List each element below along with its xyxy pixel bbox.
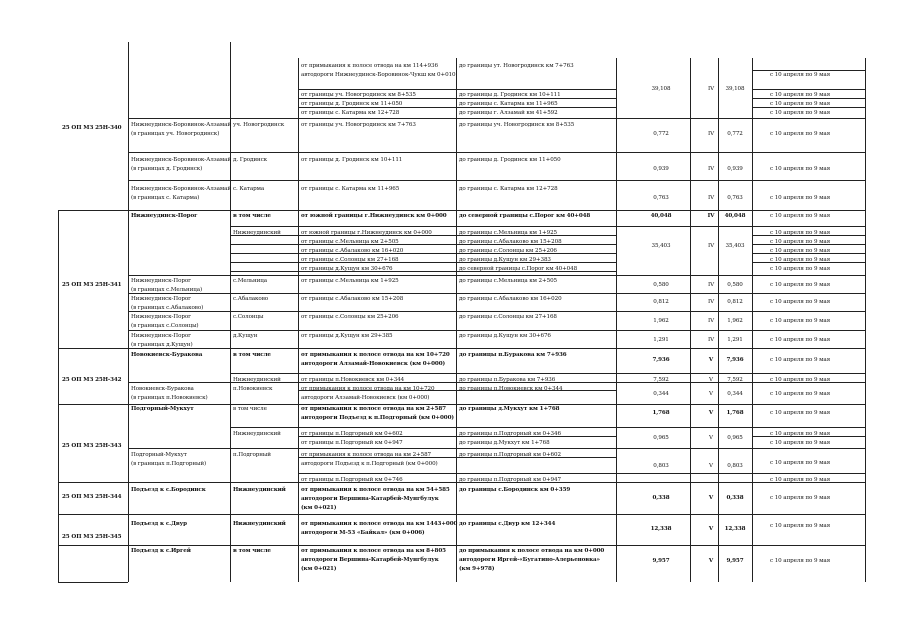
text-cell: до границы п.Буракова км 7+936 [459,352,567,358]
text-cell: до границы уч. Новогродинск км 8+535 [459,122,575,128]
grid-line [456,58,457,582]
value-cell: V [708,495,714,501]
text-cell: автодороги Вершина-Катарбей-Мунгбулук [301,557,439,563]
grid-line [128,311,865,312]
value-cell: 0,812 [653,299,669,305]
text-cell: автодороги Подъезд к п.Подгорный (км 0+000) [301,415,454,421]
text-cell: до границы д. Гродинск км 11+050 [459,157,561,163]
road-code: 25 ОП МЗ 25Н-344 [62,494,122,500]
text-cell: п.Новокиевск [233,386,273,392]
text-cell: Нижнеудинский [233,487,286,493]
value-cell: IV [707,86,715,92]
period-cell: с 10 апреля по 9 мая [770,357,831,363]
text-cell: д. Гродинск [233,157,268,163]
grid-line [298,89,616,90]
text-cell: Подъезд к с.Иргей [131,548,191,554]
period-cell: с 10 апреля по 9 мая [770,431,831,437]
value-cell: V [708,410,714,416]
value-cell: V [708,558,714,564]
value-cell: 1,291 [727,337,743,343]
value-cell: 0,338 [652,495,670,501]
text-cell: от границы с.Абалаково км 15+208 [301,296,404,302]
text-cell: от южной границы г.Нижнеудинск км 0+000 [301,213,447,219]
period-cell: с 10 апреля по 9 мая [770,92,831,98]
grid-line [298,58,299,582]
grid-line [128,180,865,181]
grid-line [128,448,865,449]
text-cell: до границы с.Бородинск км 0+359 [459,487,571,493]
text-cell: (км 0+021) [301,566,337,572]
value-cell: 0,580 [653,282,669,288]
text-cell: Подгорный-Мукхут [131,406,194,412]
text-cell: до границы д.Мукхут км 1+768 [459,440,550,446]
text-cell: с.Солонцы [233,314,264,320]
value-cell: 35,403 [725,243,745,249]
text-cell: от примыкания к полосе отвода на км 114+936 [301,63,438,69]
grid-line [128,330,865,331]
text-cell: до границы д.Кущун км 30+676 [459,333,551,339]
text-cell: с.Мельница [233,278,267,284]
text-cell: до северной границы с.Порог км 40+048 [459,213,591,219]
text-cell: с.Абалаково [233,296,269,302]
text-cell: от границы уч. Новогродинск км 8+535 [301,92,416,98]
text-cell: (км 9+978) [459,566,495,572]
value-cell: IV [707,318,715,324]
text-cell: Подгорный-Мукхут [131,452,187,458]
value-cell: IV [707,282,715,288]
value-cell: 7,592 [727,377,743,383]
text-cell: (в границах с.Абалаково) [131,305,204,311]
text-cell: Нижнеудинский [233,377,281,383]
text-cell: Новокиевск-Буракова [131,386,194,392]
text-cell: до границы ут. Новогродинск км 7+763 [459,63,574,69]
period-cell: с 10 апреля по 9 мая [770,230,831,236]
text-cell: уч. Новогродинск [233,122,285,128]
value-cell: 0,338 [726,495,744,501]
value-cell: IV [707,243,715,249]
period-cell: с 10 апреля по 9 мая [770,195,831,201]
grid-line [58,514,128,515]
text-cell: от границы д. Гродинск км 10+111 [301,157,403,163]
text-cell: автодороги Алзамай-Новокиевск (км 0+000) [301,395,430,401]
value-cell: V [709,377,713,383]
text-cell: Нижнеудинск-Порог [131,213,198,219]
period-cell: с 10 апреля по 9 мая [770,166,831,172]
value-cell: 0,939 [653,166,669,172]
value-cell: 0,965 [653,435,669,441]
text-cell: до границы с. Катарма км 12+728 [459,186,558,192]
period-cell: с 10 апреля по 9 мая [770,101,831,107]
value-cell: V [709,435,713,441]
period-cell: с 10 апреля по 9 мая [770,337,831,343]
text-cell: от границы д.Кущун км 30+676 [301,266,393,272]
text-cell: (в границах с. Катарма) [131,195,200,201]
value-cell: 0,803 [727,463,743,469]
period-cell: с 10 апреля по 9 мая [770,495,831,501]
text-cell: до границы п.Буракова км 7+936 [459,377,556,383]
text-cell: до границы п.Новокиевск км 0+344 [459,386,563,392]
value-cell: 39,108 [651,86,671,92]
text-cell: от границы п.Подгорный км 0+602 [301,431,403,437]
value-cell: 40,048 [724,213,746,219]
value-cell: 9,957 [652,558,670,564]
text-cell: (в границах уч. Новогродинск) [131,131,220,137]
grid-line [752,89,865,90]
text-cell: до границы д.Мукхут км 1+768 [459,406,560,412]
period-cell: с 10 апреля по 9 мая [770,72,831,78]
period-cell: с 10 апреля по 9 мая [770,377,831,383]
text-cell: автодороги М-53 «Байкал» (км 0+006) [301,530,425,536]
value-cell: 0,965 [727,435,743,441]
value-cell: 1,962 [727,318,743,324]
value-cell: V [708,526,714,532]
grid-line [230,427,865,428]
text-cell: (км 0+021) [301,505,337,511]
text-cell: Подъезд к с.Двур [131,521,187,527]
value-cell: 1,768 [726,410,744,416]
text-cell: от границы п.Новокиевск км 0+344 [301,377,405,383]
text-cell: до границы с.Абалаково км 15+208 [459,239,562,245]
period-cell: с 10 апреля по 9 мая [770,299,831,305]
text-cell: до границы п.Подгорный км 0+346 [459,431,561,437]
value-cell: 0,772 [653,131,669,137]
text-cell: в том числе [233,352,271,358]
text-cell: Нижнеудинский [233,431,281,437]
text-cell: до границы с.Мельница км 2+505 [459,278,557,284]
period-cell: с 10 апреля по 9 мая [770,440,831,446]
value-cell: 0,939 [727,166,743,172]
grid-line [230,262,616,263]
period-cell: с 10 апреля по 9 мая [770,460,831,466]
text-cell: от примыкания к полосе отвода на км 8+805 [301,548,446,554]
grid-line [58,582,128,583]
text-cell: автодороги Подъезд к п.Подгорный (км 0+000) [301,461,438,467]
grid-line [718,58,719,582]
road-code: 25 ОП МЗ 25Н-345 [62,534,122,540]
text-cell: (в границах п.Новокиевск) [131,395,208,401]
period-cell: с 10 апреля по 9 мая [770,282,831,288]
text-cell: от границы с. Катарма км 12+728 [301,110,400,116]
value-cell: 1,768 [652,410,670,416]
value-cell: 1,291 [653,337,669,343]
period-cell: с 10 апреля по 9 мая [770,239,831,245]
text-cell: Нижнеудинск-Боровинок-Алзамай [131,186,231,192]
value-cell: 0,344 [653,391,669,397]
value-cell: 0,763 [653,195,669,201]
grid-line [230,226,616,227]
value-cell: IV [707,213,715,219]
text-cell: Нижнеудинск-Боровинок-Алзамай [131,122,231,128]
grid-line [690,58,691,582]
grid-line [128,404,865,405]
text-cell: Подъезд к с.Бородинск [131,487,206,493]
grid-line [752,70,865,71]
grid-line [128,42,129,582]
text-cell: автодороги Нижнеудинск-Боровинок-Чукш км 0+010 [301,72,456,78]
text-cell: от примыкания к полосе отвода на км 10+720 [301,386,435,392]
text-cell: п.Подгорный [233,452,271,458]
text-cell: Нижнеудинск-Порог [131,278,191,284]
text-cell: до границы с.Мельница км 1+925 [459,230,557,236]
period-cell: с 10 апреля по 9 мая [770,248,831,254]
road-code: 25 ОП МЗ 25Н-342 [62,377,122,383]
period-cell: с 10 апреля по 9 мая [770,257,831,263]
value-cell: 0,763 [727,195,743,201]
grid-line [230,253,616,254]
text-cell: автодороги Алзамай-Новокиевск (км 0+000) [301,361,446,367]
text-cell: Нижнеудинский [233,521,286,527]
text-cell: от границы с.Абалаково км 16+020 [301,248,404,254]
text-cell: Нижнеудинск-Порог [131,296,191,302]
value-cell: IV [707,337,715,343]
value-cell: V [709,391,713,397]
grid-line [58,210,59,582]
grid-line [616,473,752,474]
text-cell: (в границах д.Кущун) [131,342,193,348]
value-cell: 7,592 [653,377,669,383]
text-cell: от границы д.Кущун км 29+385 [301,333,393,339]
value-cell: 0,772 [727,131,743,137]
text-cell: до границы п.Подгорный км 0+602 [459,452,561,458]
value-cell: 7,936 [726,357,744,363]
value-cell: 40,048 [650,213,672,219]
value-cell: 35,403 [651,243,671,249]
text-cell: Нижнеудинск-Порог [131,333,191,339]
value-cell: 0,580 [727,282,743,288]
text-cell: Нижнеудинск-Боровинок-Алзамай [131,157,231,163]
value-cell: 9,957 [726,558,744,564]
road-code: 25 ОП МЗ 25Н-341 [62,282,122,288]
grid-line [128,545,865,546]
text-cell: от границы с. Катарма км 11+965 [301,186,400,192]
text-cell: от примыкания к полосе отвода на км 2+587 [301,406,446,412]
road-code: 25 ОП МЗ 25Н-340 [62,125,122,131]
text-cell: от примыкания к полосе отвода на км 2+587 [301,452,432,458]
value-cell: 0,803 [653,463,669,469]
text-cell: от границы с.Мельница км 1+925 [301,278,399,284]
grid-line [128,514,865,515]
grid-line [58,545,128,546]
text-cell: до границы с.Солонцы км 25+206 [459,248,557,254]
text-cell: до границы д.Кущун км 29+383 [459,257,551,263]
value-cell: IV [707,166,715,172]
text-cell: в том числе [233,213,271,219]
period-cell: с 10 апреля по 9 мая [770,110,831,116]
text-cell: от границы с.Мельница км 2+505 [301,239,399,245]
text-cell: Новокиевск-Буракова [131,352,203,358]
grid-line [616,226,865,227]
text-cell: с. Катарма [233,186,265,192]
grid-line [128,210,865,211]
period-cell: с 10 апреля по 9 мая [770,558,831,564]
period-cell: с 10 апреля по 9 мая [770,410,831,416]
value-cell: 12,338 [650,526,672,532]
grid-line [58,348,128,349]
period-cell: с 10 апреля по 9 мая [770,391,831,397]
value-cell: 39,108 [725,86,745,92]
text-cell: от примыкания к полосе отвода на км 10+720 [301,352,450,358]
grid-line [752,473,865,474]
text-cell: автодороги Вершина-Катарбей-Мунгбулук [301,496,439,502]
text-cell: от границы уч. Новогродинск км 7+763 [301,122,416,128]
period-cell: с 10 апреля по 9 мая [770,266,831,272]
text-cell: от границы п.Подгорный км 0+746 [301,477,403,483]
period-cell: с 10 апреля по 9 мая [770,477,831,483]
grid-line [230,373,865,374]
grid-line [128,275,865,276]
grid-line [128,348,865,349]
grid-line [752,58,753,582]
value-cell: 12,338 [724,526,746,532]
text-cell: до границы с.Двур км 12+344 [459,521,556,527]
grid-line [865,58,866,582]
text-cell: (в границах с.Мельница) [131,287,203,293]
text-cell: от границы с.Солонцы км 27+168 [301,257,399,263]
text-cell: д.Кущун [233,333,258,339]
text-cell: от примыкания к полосе отвода на км 1443+000 [301,521,458,527]
grid-line [128,152,865,153]
period-cell: с 10 апреля по 9 мая [770,318,831,324]
period-cell: с 10 апреля по 9 мая [770,523,831,529]
text-cell: в том числе [233,548,271,554]
value-cell: IV [707,131,715,137]
text-cell: (в границах д. Гродинск) [131,166,203,172]
grid-line [58,404,128,405]
text-cell: от южной границы г.Нижнеудинск км 0+000 [301,230,432,236]
value-cell: 7,936 [652,357,670,363]
period-cell: с 10 апреля по 9 мая [770,213,831,219]
text-cell: до границы с.Солонцы км 27+168 [459,314,557,320]
text-cell: до примыкания к полосе отвода на км 0+000 [459,548,605,554]
value-cell: 0,812 [727,299,743,305]
text-cell: от границы д. Гродинск км 11+050 [301,101,403,107]
text-cell: до границы п.Подгорный км 0+947 [459,477,561,483]
text-cell: (в границах п.Подгорный) [131,461,207,467]
text-cell: до северной границы с.Порог км 40+048 [459,266,578,272]
text-cell: до границы г. Алзамай км 41+592 [459,110,558,116]
grid-line [616,58,617,582]
value-cell: IV [707,195,715,201]
value-cell: V [708,357,714,363]
value-cell: 0,344 [727,391,743,397]
period-cell: с 10 апреля по 9 мая [770,131,831,137]
text-cell: (в границах с.Солонцы) [131,323,199,329]
value-cell: V [709,463,713,469]
grid-line [128,118,865,119]
text-cell: от границы п.Подгорный км 0+947 [301,440,403,446]
value-cell: IV [707,299,715,305]
grid-line [58,482,128,483]
text-cell: до границы с.Абалаково км 16+020 [459,296,562,302]
road-code: 25 ОП МЗ 25Н-343 [62,443,122,449]
text-cell: от примыкания к полосе отвода на км 54+585 [301,487,450,493]
grid-line [298,473,616,474]
grid-line [128,293,865,294]
text-cell: в том числе [233,406,267,412]
text-cell: Нижнеудинский [233,230,281,236]
text-cell: автодороги Иргей-«Бугатино-Алерьеновка» [459,557,600,563]
value-cell: 1,962 [653,318,669,324]
text-cell: Нижнеудинск-Порог [131,314,191,320]
text-cell: от границы с.Солонцы км 25+206 [301,314,399,320]
grid-line [58,210,128,211]
text-cell: до границы д. Гродинск км 10+111 [459,92,561,98]
text-cell: до границы с. Катарма км 11+965 [459,101,558,107]
